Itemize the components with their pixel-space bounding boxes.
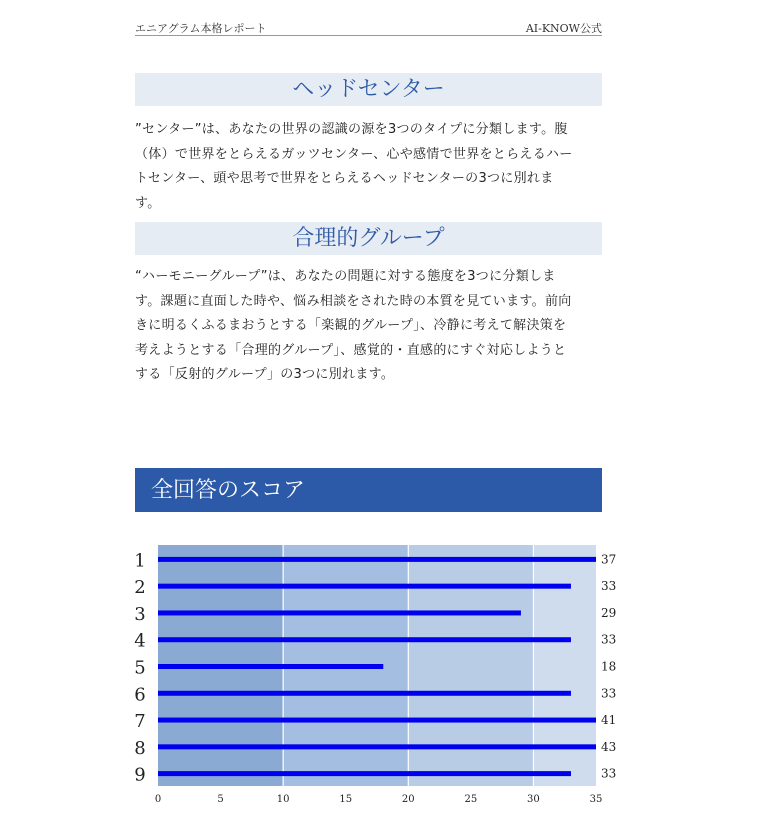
section-title: 合理的グループ bbox=[292, 226, 445, 251]
paragraph-line: ”センター”は、あなたの世界の認識の源を3つのタイプに分類します。腹 bbox=[135, 122, 568, 137]
y-tick-label: 3 bbox=[134, 603, 146, 625]
chart-band bbox=[408, 545, 533, 786]
score-bar bbox=[158, 771, 571, 776]
score-bar bbox=[158, 584, 571, 589]
section-rational-group-heading bbox=[135, 222, 602, 255]
paragraph-line: 考えようとする「合理的グループ」、感覚的・直感的にすぐ対応しようと bbox=[135, 342, 567, 358]
score-bar bbox=[158, 744, 596, 749]
header-divider bbox=[135, 35, 602, 36]
score-bar bbox=[158, 664, 383, 669]
y-tick-label: 5 bbox=[134, 657, 146, 679]
paragraph-line: “ハーモニーグループ”は、あなたの問題に対する態度を3つに分類しま bbox=[135, 269, 556, 284]
score-bar bbox=[158, 610, 521, 615]
y-tick-label: 4 bbox=[134, 630, 146, 652]
report-title: エニアグラム本格レポート bbox=[135, 22, 267, 35]
score-bar bbox=[158, 637, 571, 642]
y-tick-label: 6 bbox=[134, 684, 146, 706]
x-tick-label: 25 bbox=[464, 794, 478, 805]
section-title: ヘッドセンター bbox=[292, 77, 445, 102]
score-bar bbox=[158, 718, 596, 723]
value-label: 29 bbox=[601, 605, 617, 620]
score-bar bbox=[158, 691, 571, 696]
score-bar bbox=[158, 557, 596, 562]
value-label: 33 bbox=[601, 766, 617, 781]
paragraph-line: す。 bbox=[135, 195, 161, 211]
section-rational-group-body bbox=[135, 265, 605, 388]
x-tick-label: 35 bbox=[589, 794, 603, 805]
value-label: 18 bbox=[601, 659, 617, 674]
value-label: 41 bbox=[601, 713, 617, 728]
paragraph-line: する「反射的グループ」の3つに別れます。 bbox=[135, 367, 395, 382]
x-tick-label: 10 bbox=[276, 794, 290, 805]
chart-band bbox=[533, 545, 596, 786]
x-tick-label: 20 bbox=[401, 794, 415, 805]
score-section-heading bbox=[135, 468, 602, 512]
score-bar-chart bbox=[125, 540, 625, 808]
section-head-center-body bbox=[135, 118, 605, 216]
paragraph-line: （体）で世界をとらえるガッツセンター、心や感情で世界をとらえるハー bbox=[135, 146, 573, 162]
value-label: 33 bbox=[601, 686, 617, 701]
x-tick-label: 30 bbox=[527, 794, 540, 805]
value-label: 33 bbox=[601, 632, 617, 647]
y-tick-label: 9 bbox=[134, 764, 146, 786]
value-label: 33 bbox=[601, 579, 617, 594]
x-tick-label: 15 bbox=[339, 794, 353, 805]
score-section-title: 全回答のスコア bbox=[151, 478, 306, 503]
x-tick-label: 5 bbox=[217, 794, 224, 805]
y-tick-label: 1 bbox=[134, 550, 146, 572]
y-tick-label: 8 bbox=[134, 737, 146, 759]
value-label: 37 bbox=[601, 552, 617, 567]
section-head-center-heading bbox=[135, 73, 602, 106]
y-tick-label: 7 bbox=[134, 711, 146, 733]
paragraph-line: す。課題に直面した時や、悩み相談をされた時の本質を見ています。前向 bbox=[135, 293, 572, 309]
value-label: 43 bbox=[601, 739, 617, 754]
paragraph-line: きに明るくふるまおうとする「楽観的グループ」、冷静に考えて解決策を bbox=[135, 318, 567, 333]
y-tick-label: 2 bbox=[134, 577, 146, 599]
x-tick-label: 0 bbox=[154, 794, 162, 805]
paragraph-line: トセンター、頭や思考で世界をとらえるヘッドセンターの3つに別れま bbox=[135, 171, 554, 186]
brand-label: AI-KNOW公式 bbox=[525, 22, 602, 35]
